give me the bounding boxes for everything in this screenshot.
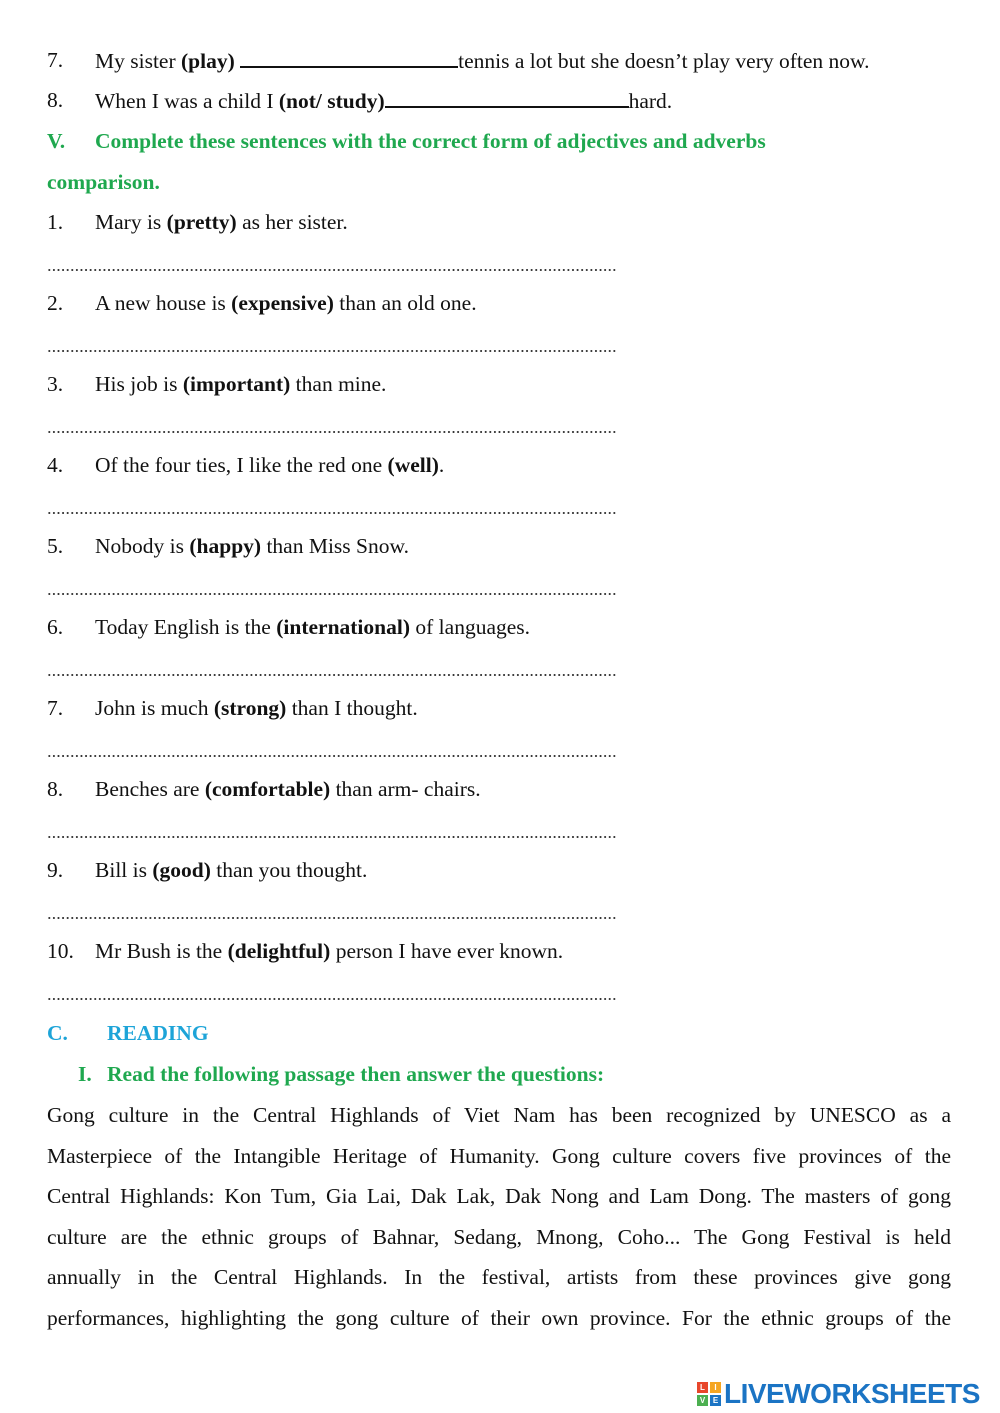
item-number: 6. (47, 615, 64, 639)
item-text: John is much (strong) than I thought. (95, 696, 418, 720)
item-text: Of the four ties, I like the red one (well). (95, 453, 445, 477)
section-title-continued: comparison. (47, 170, 160, 194)
item-number: 5. (47, 534, 64, 558)
item-text: His job is (important) than mine. (95, 372, 387, 396)
passage-line: Gong culture in the Central Highlands of Viet Nam has been recognized by UNESCO as a (47, 1103, 951, 1127)
item-text: Benches are (comfortable) than arm- chairs. (95, 777, 481, 801)
item-number: 7. (47, 696, 64, 720)
item-text: Today English is the (international) of languages. (95, 615, 531, 639)
answer-line[interactable] (47, 673, 617, 677)
item-number: 9. (47, 858, 64, 882)
reading-passage (47, 1095, 951, 1338)
logo-mark-icon: L I V E (697, 1382, 721, 1406)
logo-text: LIVEWORKSHEETS (724, 1378, 980, 1409)
item-number: 8. (47, 88, 64, 112)
item-text: When I was a child I (not/ study) hard. (95, 89, 673, 113)
item-text: A new house is (expensive) than an old one. (95, 291, 477, 315)
passage-line: culture are the ethnic groups of Bahnar, Sedang, Mnong, Coho... The Gong Festival is held (47, 1224, 951, 1249)
item-number: 10. (47, 939, 74, 963)
passage-line: annually in the Central Highlands. In the festival, artists from these provinces give gong (47, 1265, 951, 1289)
answer-line[interactable] (47, 592, 617, 596)
answer-blank[interactable] (385, 88, 629, 108)
answer-line[interactable] (47, 511, 617, 515)
item-text: Mary is (pretty) as her sister. (95, 210, 348, 234)
answer-line[interactable] (47, 268, 617, 272)
item-number: 7. (47, 48, 64, 72)
section-marker: C. (47, 1021, 68, 1045)
answer-line[interactable] (47, 997, 617, 1001)
section-marker: V. (47, 129, 66, 153)
section-title: Complete these sentences with the correct form of adjectives and adverbs (95, 129, 766, 153)
passage-line: performances, highlighting the gong culture of their own province. For the ethnic groups of the (47, 1305, 951, 1330)
answer-blank[interactable] (240, 48, 458, 68)
item-text: Mr Bush is the (delightful) person I have ever known. (95, 939, 564, 963)
item-number: 3. (47, 372, 64, 396)
task-title: Read the following passage then answer the questions: (107, 1062, 605, 1086)
answer-line[interactable] (47, 349, 617, 353)
item-number: 4. (47, 453, 64, 477)
task-marker: I. (78, 1062, 92, 1086)
answer-line[interactable] (47, 916, 617, 920)
item-text: Nobody is (happy) than Miss Snow. (95, 534, 410, 558)
item-number: 8. (47, 777, 64, 801)
item-number: 1. (47, 210, 64, 234)
item-number: 2. (47, 291, 64, 315)
passage-line: Masterpiece of the Intangible Heritage of Humanity. Gong culture covers five provinces of the (47, 1143, 951, 1168)
item-text: My sister (play) tennis a lot but she doesn’t play very often now. (95, 49, 870, 73)
answer-line[interactable] (47, 754, 617, 758)
passage-line: Central Highlands: Kon Tum, Gia Lai, Dak Lak, Dak Nong and Lam Dong. The masters of gong (47, 1184, 951, 1208)
liveworksheets-logo[interactable] (697, 1378, 980, 1410)
section-title: READING (107, 1021, 209, 1045)
answer-line[interactable] (47, 835, 617, 839)
item-text: Bill is (good) than you thought. (95, 858, 368, 882)
answer-line[interactable] (47, 430, 617, 434)
